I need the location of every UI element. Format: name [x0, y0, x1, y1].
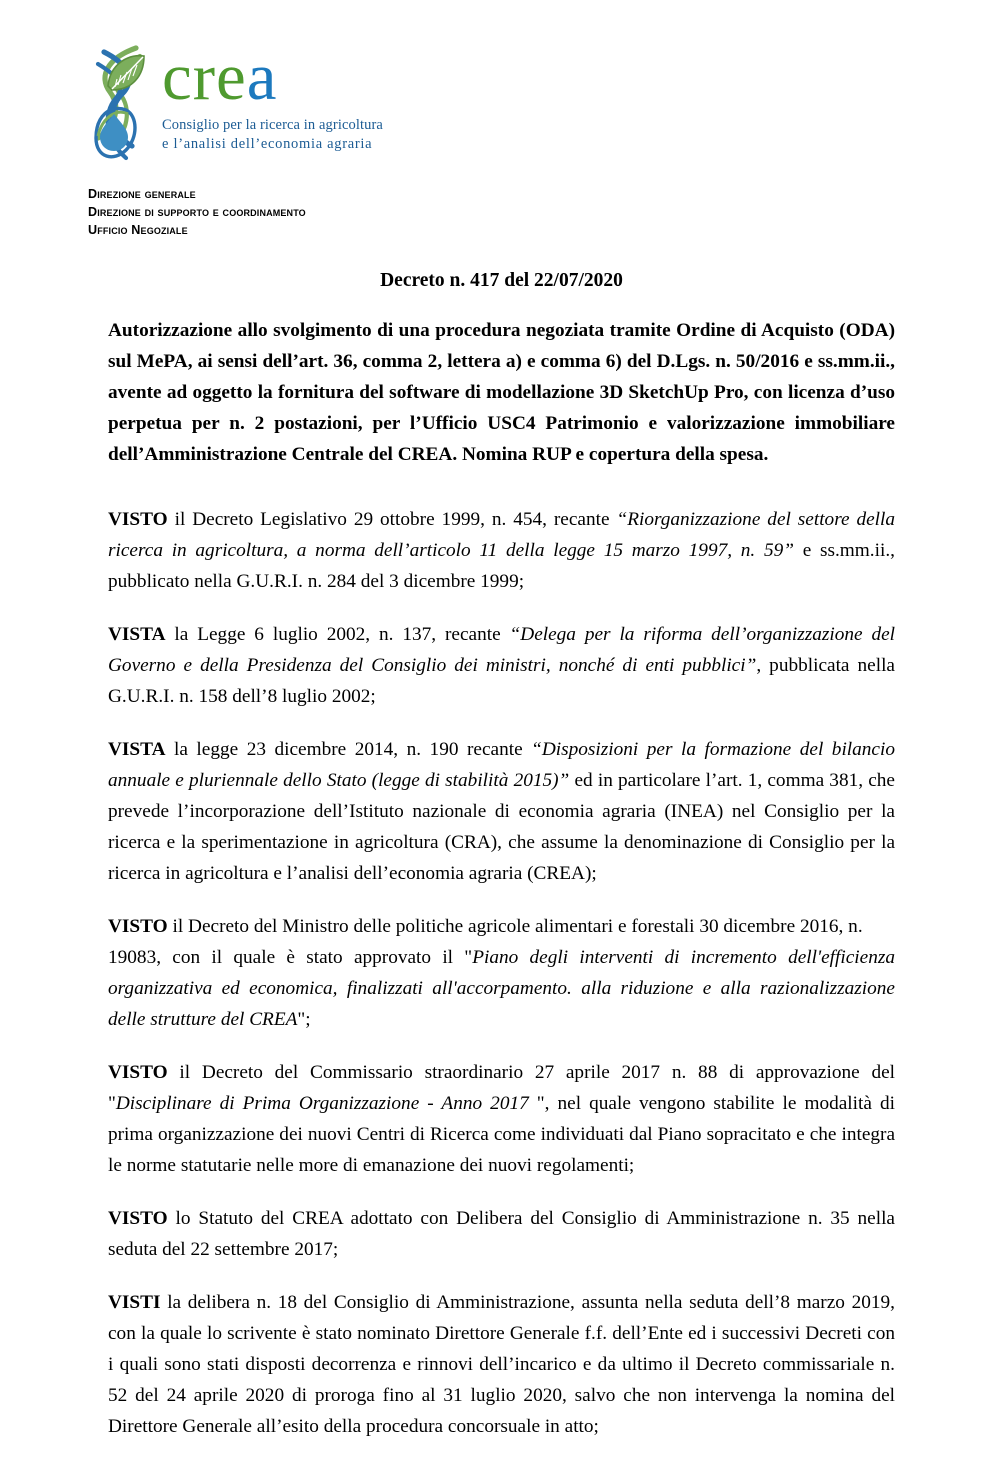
tagline-line-1: Consiglio per la ricerca in agricoltura	[162, 117, 383, 133]
logo-text	[162, 42, 383, 153]
crea-wordmark	[162, 40, 383, 114]
recital-text: ";	[297, 1009, 311, 1031]
office-heading	[88, 186, 568, 240]
recital-text: la delibera n. 18 del Consiglio di Amministrazione, assunta nella seduta dell’8 marzo 2019, con la quale lo scrivente è stato nominato Direttore Generale f.f. dell’Ente ed i successivi Decreti con i quali sono stati disposti decorrenza e rinnovi dell’incarico e da ultimo il Decreto commissariale n. 52 del 24 aprile 2020 di proroga fino al 31 luglio 2020, salvo che non intervenga la nomina del Direttore Generale all’esito della procedura concorsuale in atto;	[108, 1292, 895, 1438]
recital-text: lo Statuto del CREA adottato con Delibera del Consiglio di Amministrazione n. 35 nella seduta del 22 settembre 2017;	[108, 1208, 895, 1261]
crea-logo	[88, 42, 568, 174]
recital-quote: “Riorganizzazione del settore della ricerca in agricoltura, a norma dell’articolo 11 della legge 15 marzo 1997, n. 59”	[108, 509, 896, 562]
wordmark-a: a	[246, 40, 278, 114]
letterhead	[88, 42, 568, 240]
recital-paragraph	[108, 734, 895, 889]
recital-paragraph	[108, 1287, 895, 1442]
recital-text: , pubblicata nella G.U.R.I. n. 158 dell’8 luglio 2002;	[108, 655, 895, 708]
recital-text: il Decreto del Commissario straordinario 27 aprile 2017 n. 88 di approvazione del "	[108, 1062, 895, 1115]
recital-text: ", nel quale vengono stabilite le modalità di prima organizzazione dei nuovi Centri di Ricerca come individuati dal Piano sopracitato e che integra le norme statutarie nelle more di emanazione dei nuovi regolamenti;	[108, 1093, 895, 1177]
document-body	[108, 268, 895, 1464]
recital-text: il Decreto del Ministro delle politiche agricole alimentari e forestali 30 dicembre 2016, n.	[167, 916, 863, 938]
recital-text: la legge 23 dicembre 2014, n. 190 recante	[165, 739, 532, 761]
recital-keyword: VISTA	[108, 739, 166, 761]
recital-keyword: VISTO	[108, 1208, 168, 1230]
recital-quote: “Disposizioni per la formazione del bilancio annuale e pluriennale dello Stato (legge di stabilità 2015)”	[108, 739, 895, 792]
office-line-direzione-generale: Direzione generale	[88, 187, 196, 201]
recital-paragraph	[108, 1057, 895, 1181]
recital-paragraph	[108, 504, 895, 597]
recital-keyword: VISTA	[108, 624, 166, 646]
recital-paragraph	[108, 911, 895, 1035]
recital-keyword: VISTO	[108, 916, 168, 938]
recital-text: la Legge 6 luglio 2002, n. 137, recante	[165, 624, 510, 646]
tagline-line-2: e l’analisi dell’economia agraria	[162, 135, 373, 152]
decree-subject: Autorizzazione allo svolgimento di una procedura negoziata tramite Ordine di Acquisto (ODA) sul MePA, ai sensi dell’art. 36, comma 2, lettera a) e comma 6) del D.Lgs. n. 50/2016 e ss.mm.ii., avente ad oggetto la fornitura del software di modellazione 3D SketchUp Pro, con licenza d’uso perpetua per n. 2 postazioni, per l’Ufficio USC4 Patrimonio e valorizzazione immobiliare dell’Amministrazione Centrale del CREA. Nomina RUP e copertura della spesa.	[108, 320, 895, 466]
recital-text: 19083, con il quale è stato approvato il "	[108, 947, 473, 969]
decree-title: Decreto n. 417 del 22/07/2020	[380, 270, 623, 291]
crea-helix-logo-icon	[88, 42, 160, 172]
office-line-direzione-supporto: Direzione di supporto e coordinamento	[88, 204, 306, 219]
recital-paragraph	[108, 1203, 895, 1265]
recitals-list	[108, 504, 895, 1442]
recital-text: il Decreto Legislativo 29 ottobre 1999, n. 454, recante	[167, 509, 617, 531]
recital-quote: Disciplinare di Prima Organizzazione - Anno 2017	[115, 1093, 537, 1115]
recital-quote: Piano degli interventi di incremento dell'efficienza organizzativa ed economica, finalizzati all'accorpamento. alla riduzione e alla razionalizzazione delle strutture del CREA	[108, 947, 895, 1031]
logo-tagline	[162, 116, 383, 153]
recital-quote: “Delega per la riforma dell’organizzazione del Governo e della Presidenza del Consiglio dei ministri, nonché di enti pubblici”	[108, 624, 895, 677]
recital-keyword: VISTO	[108, 1062, 168, 1084]
recital-text: e ss.mm.ii., pubblicato nella G.U.R.I. n. 284 del 3 dicembre 1999;	[108, 540, 895, 593]
recital-keyword: VISTI	[108, 1292, 161, 1314]
recital-text: ed in particolare l’art. 1, comma 381, che prevede l’incorporazione dell’Istituto nazionale di economia agraria (INEA) nel Consiglio per la ricerca e la sperimentazione in agricoltura (CRA), che assume la denominazione di Consiglio per la ricerca in agricoltura e l’analisi dell’economia agraria (CREA);	[108, 770, 895, 885]
recital-keyword: VISTO	[108, 509, 168, 531]
recital-paragraph	[108, 619, 895, 712]
office-line-ufficio-negoziale: Ufficio Negoziale	[88, 222, 188, 237]
wordmark-cre: cre	[162, 40, 247, 114]
